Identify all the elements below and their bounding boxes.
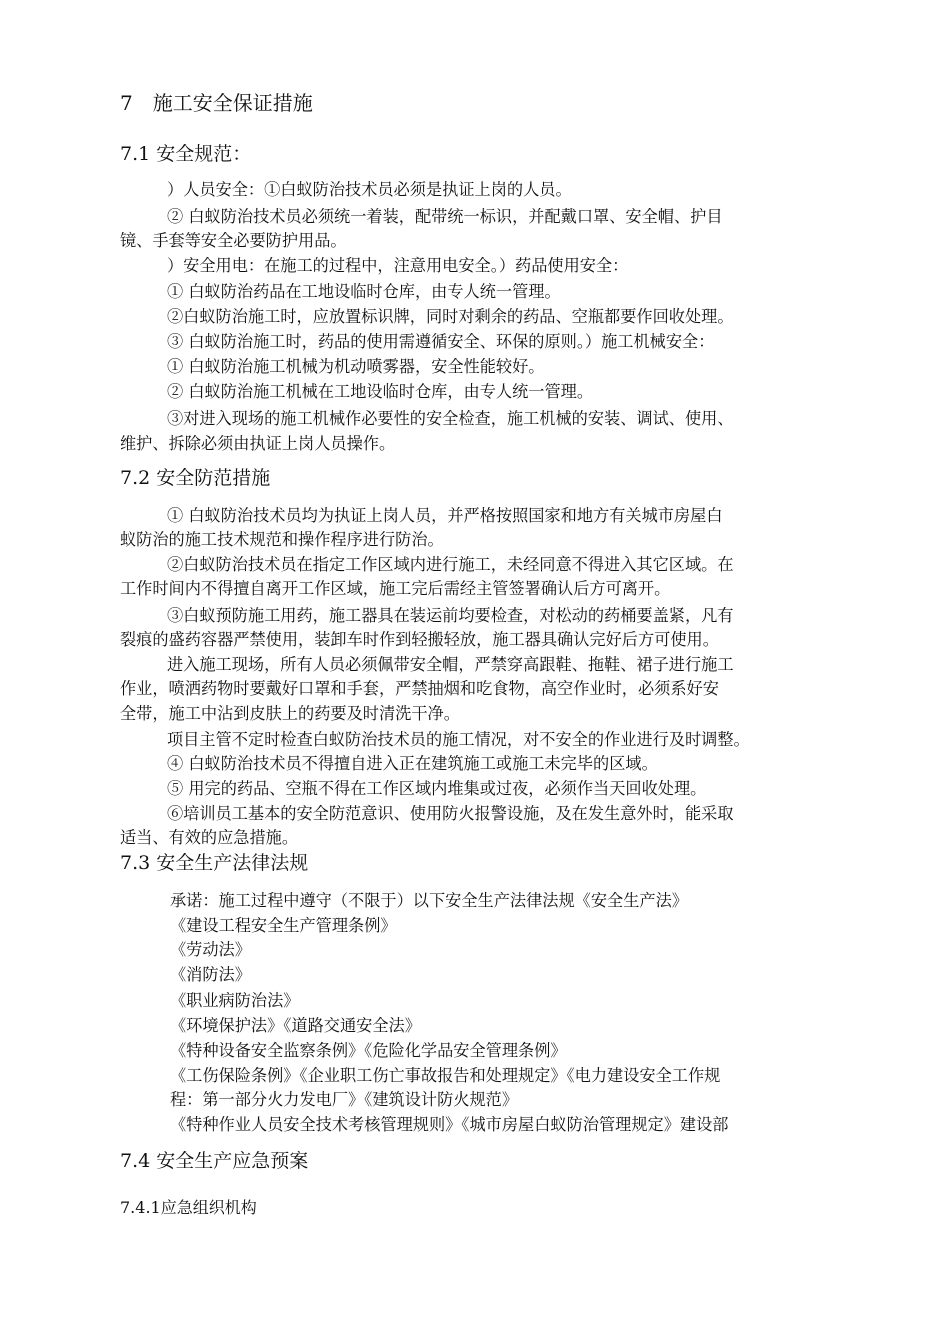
- law-line: 《特种设备安全监察条例》《危险化学品安全管理条例》: [170, 1041, 567, 1060]
- paragraph-line: ① 白蚁防治药品在工地设临时仓库，由专人统一管理。: [167, 282, 561, 301]
- paragraph-line: ① 白蚁防治施工机械为机动喷雾器，安全性能较好。: [167, 357, 545, 376]
- law-line: 《环境保护法》《道路交通安全法》: [170, 1016, 421, 1035]
- paragraph-line: 进入施工现场，所有人员必须佩带安全帽，严禁穿高跟鞋、拖鞋、裙子进行施工: [167, 655, 734, 674]
- law-line: 承诺：施工过程中遵守（不限于）以下安全生产法律法规《安全生产法》: [170, 891, 688, 910]
- paragraph-line: ② 白蚁防治技术员必须统一着装，配带统一标识，并配戴口罩、安全帽、护目: [167, 207, 723, 226]
- heading-7-2: 7.2 安全防范措施: [120, 467, 271, 489]
- paragraph-line: ⑥培训员工基本的安全防范意识、使用防火报警设施，及在发生意外时，能采取: [167, 804, 734, 823]
- paragraph-line: 镜、手套等安全必要防护用品。: [120, 231, 347, 250]
- paragraph-line: 作业，喷洒药物时要戴好口罩和手套，严禁抽烟和吃食物，高空作业时，必须系好安: [120, 679, 719, 698]
- law-line: 程：第一部分火力发电厂》《建筑设计防火规范》: [170, 1090, 519, 1109]
- paragraph-line: ④ 白蚁防治技术员不得擅自进入正在建筑施工或施工未完毕的区域。: [167, 754, 658, 773]
- paragraph-line: 项目主管不定时检查白蚁防治技术员的施工情况，对不安全的作业进行及时调整。: [167, 730, 750, 749]
- paragraph-line: ③ 白蚁防治施工时，药品的使用需遵循安全、环保的原则。）施工机械安全：: [167, 332, 715, 351]
- law-line: 《职业病防治法》: [170, 991, 300, 1010]
- paragraph-line: 适当、有效的应急措施。: [120, 828, 299, 847]
- paragraph-line: ① 白蚁防治技术员均为执证上岗人员，并严格按照国家和地方有关城市房屋白: [167, 506, 723, 525]
- paragraph-line: ⑤ 用完的药品、空瓶不得在工作区域内堆集或过夜，必须作当天回收处理。: [167, 779, 707, 798]
- paragraph-line: ②白蚁防治施工时，应放置标识牌，同时对剩余的药品、空瓶都要作回收处理。: [167, 307, 734, 326]
- paragraph-line: 工作时间内不得擅自离开工作区域，施工完后需经主管签署确认后方可离开。: [120, 579, 671, 598]
- law-line: 《消防法》: [170, 965, 251, 984]
- law-line: 《工伤保险条例》《企业职工伤亡事故报告和处理规定》《电力建设安全工作规: [170, 1066, 721, 1085]
- paragraph-line: ）人员安全：①白蚁防治技术员必须是执证上岗的人员。: [167, 180, 572, 199]
- law-line: 《劳动法》: [170, 940, 251, 959]
- paragraph-line: 全带，施工中沾到皮肤上的药要及时清洗干净。: [120, 704, 460, 723]
- heading-7-4-1: 7.4.1应急组织机构: [120, 1198, 257, 1217]
- paragraph-line: ② 白蚁防治施工机械在工地设临时仓库，由专人统一管理。: [167, 382, 594, 401]
- heading-7-3: 7.3 安全生产法律法规: [120, 852, 309, 874]
- paragraph-line: ）安全用电：在施工的过程中，注意用电安全。）药品使用安全：: [167, 256, 629, 275]
- section-title: 7 施工安全保证措施: [120, 91, 313, 115]
- heading-7-1: 7.1 安全规范：: [120, 143, 252, 165]
- paragraph-line: ③对进入现场的施工机械作必要性的安全检查，施工机械的安装、调试、使用、: [167, 409, 734, 428]
- paragraph-line: ③白蚁预防施工用药，施工器具在装运前均要检查，对松动的药桶要盖紧，凡有: [167, 606, 734, 625]
- paragraph-line: 裂痕的盛药容器严禁使用，装卸车时作到轻搬轻放，施工器具确认完好后方可使用。: [120, 630, 719, 649]
- paragraph-line: 蚁防治的施工技术规范和操作程序进行防治。: [120, 530, 444, 549]
- heading-7-4: 7.4 安全生产应急预案: [120, 1150, 309, 1172]
- law-line: 《特种作业人员安全技术考核管理规则》《城市房屋白蚁防治管理规定》建设部: [170, 1115, 729, 1134]
- paragraph-line: 维护、拆除必须由执证上岗人员操作。: [120, 434, 396, 453]
- law-line: 《建设工程安全生产管理条例》: [170, 916, 397, 935]
- paragraph-line: ②白蚁防治技术员在指定工作区域内进行施工，未经同意不得进入其它区域。在: [167, 555, 734, 574]
